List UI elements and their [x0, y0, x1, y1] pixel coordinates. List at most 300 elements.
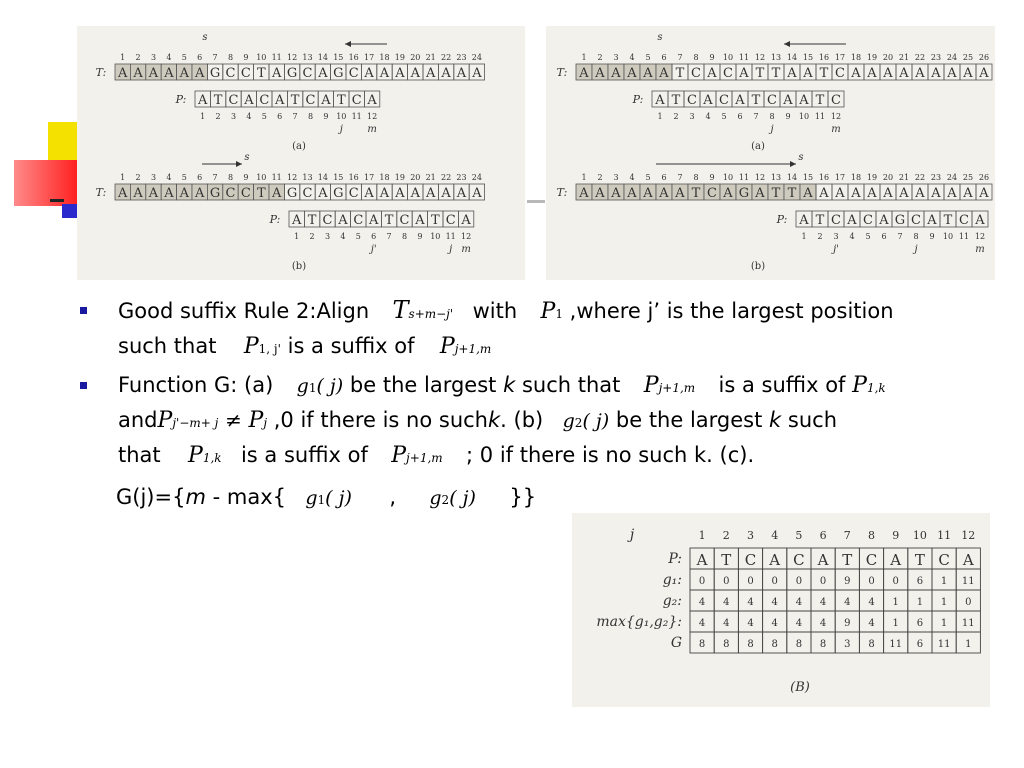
math-P: P — [852, 373, 867, 398]
text-span: is a suffix of — [240, 443, 368, 467]
position-number: 10 — [722, 53, 734, 62]
table-value: 4 — [698, 618, 706, 629]
pattern-row-char: A — [275, 93, 285, 108]
text-row-char: A — [819, 186, 829, 201]
position-number: 7 — [212, 53, 218, 62]
position-number: 6 — [661, 53, 667, 62]
pattern-row-char: A — [799, 93, 809, 108]
text-span: ,where j’ is the largest position — [569, 299, 894, 323]
math-P: P — [439, 334, 455, 359]
text-row-char: G — [286, 186, 298, 201]
position-number: 26 — [978, 53, 990, 62]
table-value: 4 — [747, 597, 754, 608]
table-value: 1 — [892, 597, 899, 608]
text-row-char: A — [118, 186, 128, 201]
text-row-char: A — [979, 186, 989, 201]
position-number: 2 — [135, 173, 141, 182]
text-row-char: A — [472, 186, 482, 201]
caption: (a) — [751, 141, 765, 152]
shift-arrow-head — [790, 161, 796, 167]
pattern-row-char: C — [399, 213, 410, 228]
text-row-char: A — [118, 66, 128, 81]
s-label: s — [244, 152, 250, 163]
text-span: - max{ — [212, 485, 286, 509]
jprime-label: j' — [833, 244, 839, 255]
pattern-row-char: A — [879, 213, 889, 228]
position-number: 12 — [754, 53, 766, 62]
text-row-char: C — [348, 186, 359, 201]
text-row-char: C — [302, 186, 313, 201]
math-sub: 1 — [555, 307, 563, 321]
text-row-char: A — [659, 66, 669, 81]
position-number: 12 — [830, 112, 842, 121]
position-number: 12 — [461, 232, 472, 241]
position-number: 15 — [802, 173, 814, 182]
table-value: 1 — [916, 597, 924, 608]
table-value: 4 — [723, 597, 730, 608]
table-value: 3 — [844, 639, 851, 650]
table-value: 1 — [965, 639, 972, 650]
text-row-char: A — [441, 186, 451, 201]
text-row-char: A — [379, 186, 390, 201]
text-row-char: G — [209, 66, 221, 81]
table-caption: (B) — [790, 680, 810, 695]
figure-table-b — [572, 513, 990, 707]
position-number: 25 — [962, 173, 974, 182]
shift-arrow-head — [784, 41, 790, 47]
pattern-row-char: C — [445, 213, 456, 228]
position-number: 7 — [753, 112, 759, 121]
shift-arrow-head — [236, 161, 242, 167]
position-number: 7 — [897, 232, 903, 241]
position-number: 1 — [120, 173, 126, 182]
text-row-char: A — [707, 66, 717, 81]
text-row-char: A — [787, 66, 797, 81]
text-row-char: A — [931, 66, 941, 81]
pattern-row-char: C — [228, 93, 239, 108]
text-row-char: A — [410, 186, 420, 201]
decor-grey-line — [527, 200, 545, 203]
position-number: 16 — [348, 173, 359, 182]
table-value: 1 — [940, 576, 948, 587]
T-label: T: — [95, 66, 107, 79]
position-number: 4 — [629, 53, 635, 62]
position-number: 24 — [946, 173, 958, 182]
position-number: 6 — [881, 232, 887, 241]
math-sub: 2 — [441, 493, 450, 507]
pattern-row-char: T — [943, 213, 953, 228]
text-row-char: A — [164, 186, 174, 201]
position-number: 8 — [693, 173, 699, 182]
position-number: 3 — [150, 173, 157, 182]
table-value: 6 — [916, 618, 924, 629]
position-number: 2 — [215, 112, 221, 121]
position-number: 10 — [722, 173, 734, 182]
position-number: 5 — [355, 232, 361, 241]
math-sub: 1, j' — [258, 342, 281, 356]
math-g: g — [305, 487, 318, 509]
position-number: 3 — [230, 112, 237, 121]
text-row-char: C — [240, 66, 251, 81]
table-row-label: max{g₁,g₂}: — [596, 614, 682, 630]
pattern-row-char: C — [351, 93, 362, 108]
position-number: 8 — [769, 112, 775, 121]
position-number: 8 — [868, 529, 875, 542]
text-span: Good suffix Rule 2:Align — [118, 299, 370, 323]
text-row-char: G — [738, 186, 750, 201]
position-number: 7 — [386, 232, 392, 241]
text-row-char: A — [364, 66, 374, 81]
text-row-char: G — [286, 66, 298, 81]
pattern-row-char: C — [863, 213, 873, 228]
pattern-row-char: T — [671, 93, 681, 108]
text-row-char: A — [456, 186, 467, 201]
pattern-row-char: T — [213, 93, 223, 108]
position-number: 2 — [722, 529, 730, 542]
position-number: 12 — [287, 53, 298, 62]
position-number: 18 — [379, 173, 390, 182]
position-number: 8 — [307, 112, 314, 121]
position-number: 13 — [770, 173, 782, 182]
bullet-2-line-2 — [118, 408, 837, 435]
position-number: 19 — [394, 173, 405, 182]
pattern-row-char: T — [430, 213, 440, 228]
table-row-label: g₁: — [662, 572, 682, 588]
position-number: 15 — [802, 53, 814, 62]
figure-left-svg — [77, 26, 525, 280]
pattern-row-char: C — [259, 93, 270, 108]
s-label: s — [202, 32, 208, 43]
position-number: 21 — [425, 53, 436, 62]
pattern-row-char: A — [927, 213, 937, 228]
position-number: 15 — [333, 53, 344, 62]
text-row-char: T — [256, 186, 266, 201]
text-row-char: A — [472, 66, 482, 81]
position-number: 9 — [417, 232, 423, 241]
text-row-char: C — [302, 66, 313, 81]
table-value: 4 — [723, 618, 730, 629]
math-sub: j'−m+ j — [172, 416, 219, 430]
table-value: 8 — [747, 639, 754, 650]
table-value: T — [914, 551, 925, 569]
text-span: , — [389, 485, 396, 509]
text-row-char: A — [395, 66, 405, 81]
figure-right — [546, 26, 995, 280]
table-value: 0 — [771, 576, 778, 587]
pattern-row-char: A — [975, 213, 985, 228]
math-sub: 1 — [317, 493, 326, 507]
position-number: 3 — [747, 529, 754, 542]
text-row-char: T — [787, 186, 797, 201]
position-number: 7 — [212, 173, 218, 182]
position-number: 7 — [843, 529, 851, 542]
text-row-char: A — [755, 186, 765, 201]
text-span: be the largest — [349, 373, 497, 397]
position-number: 12 — [974, 232, 986, 241]
text-span: G(j)={ — [116, 485, 186, 509]
text-row-char: C — [691, 66, 701, 81]
position-number: 25 — [962, 53, 974, 62]
position-number: 13 — [302, 173, 313, 182]
text-row-char: G — [209, 186, 221, 201]
decor-line — [50, 199, 64, 202]
position-number: 23 — [930, 173, 942, 182]
position-number: 23 — [930, 53, 942, 62]
text-row-char: A — [643, 186, 653, 201]
text-row-char: T — [755, 66, 765, 81]
position-number: 5 — [795, 529, 803, 542]
position-number: 22 — [914, 53, 926, 62]
table-value: 8 — [795, 639, 803, 650]
j-label: j — [914, 244, 918, 255]
bullet-2-line-1 — [118, 373, 886, 400]
g-formula-line — [116, 485, 536, 512]
text-row-char: A — [883, 66, 893, 81]
position-number: 20 — [882, 173, 894, 182]
position-number: 10 — [336, 112, 347, 121]
table-value: T — [842, 551, 853, 569]
position-number: 2 — [135, 53, 141, 62]
decor-red-square — [14, 160, 80, 206]
position-number: 16 — [818, 173, 830, 182]
m-label: m — [975, 244, 985, 255]
position-number: 16 — [348, 53, 359, 62]
pattern-row-char: A — [783, 93, 793, 108]
math-arg: ( j) — [582, 410, 610, 432]
position-number: 9 — [323, 112, 329, 121]
table-value: 0 — [698, 576, 706, 587]
position-number: 9 — [243, 173, 249, 182]
s-label: s — [657, 32, 663, 43]
text-span: is a suffix of — [287, 334, 415, 358]
m-label: m — [831, 124, 841, 135]
text-row-char: C — [835, 66, 845, 81]
table-value: A — [696, 551, 708, 569]
math-arg: ( j) — [316, 375, 344, 397]
text-row-char: A — [441, 66, 451, 81]
text-row-char: C — [348, 66, 359, 81]
position-number: 4 — [849, 232, 855, 241]
table-value: C — [865, 551, 878, 569]
text-span: Function G: (a) — [118, 373, 274, 397]
math-sub: j+1,m — [658, 381, 696, 395]
text-row-char: A — [627, 186, 637, 201]
pattern-row-char: T — [815, 213, 825, 228]
position-number: 15 — [333, 173, 344, 182]
text-row-char: A — [164, 66, 174, 81]
position-number: 4 — [340, 232, 346, 241]
math-sub: 1,k — [866, 381, 886, 395]
pattern-row-char: C — [322, 213, 333, 228]
position-number: 14 — [317, 53, 328, 62]
position-number: 2 — [597, 53, 603, 62]
text-row-char: T — [691, 186, 701, 201]
text-span: such — [787, 408, 838, 432]
text-span: is a suffix of — [718, 373, 846, 397]
position-number: 9 — [785, 112, 791, 121]
text-row-char: A — [133, 186, 143, 201]
text-span: . (b) — [500, 408, 544, 432]
text-row-char: A — [915, 66, 925, 81]
pattern-row-char: A — [292, 213, 302, 228]
figure-table-svg — [572, 513, 990, 707]
position-number: 17 — [364, 173, 375, 182]
position-number: 18 — [850, 173, 862, 182]
table-row-label: G — [670, 635, 682, 651]
position-number: 5 — [645, 173, 651, 182]
caption: (a) — [292, 141, 306, 152]
position-number: 2 — [817, 232, 823, 241]
math-sub: j+1,m — [406, 451, 443, 465]
bullet-1-line-1 — [118, 298, 894, 326]
text-row-char: A — [179, 186, 189, 201]
position-number: 12 — [961, 529, 976, 542]
position-number: 13 — [302, 53, 313, 62]
position-number: 14 — [317, 173, 328, 182]
math-neq: ≠ — [225, 408, 242, 432]
table-value: T — [721, 551, 732, 569]
position-number: 9 — [709, 173, 715, 182]
text-span: be the largest — [615, 408, 763, 432]
pattern-row-char: T — [290, 93, 300, 108]
position-number: 10 — [256, 173, 267, 182]
table-value: 9 — [844, 618, 851, 629]
text-row-char: A — [899, 66, 909, 81]
position-number: 19 — [866, 173, 878, 182]
math-g: g — [562, 410, 575, 432]
position-number: 3 — [150, 53, 157, 62]
text-row-char: A — [851, 66, 861, 81]
text-row-char: A — [579, 186, 589, 201]
position-number: 5 — [261, 112, 267, 121]
position-number: 24 — [471, 53, 482, 62]
text-row-char: T — [771, 186, 781, 201]
pattern-row-char: A — [369, 213, 379, 228]
table-value: 0 — [795, 576, 803, 587]
text-row-char: A — [803, 66, 813, 81]
pattern-row-char: C — [959, 213, 969, 228]
shift-arrow-head — [345, 41, 351, 47]
position-number: 12 — [367, 112, 378, 121]
table-value: 4 — [819, 618, 827, 629]
table-value: A — [962, 551, 974, 569]
text-row-char: A — [867, 186, 877, 201]
position-number: 5 — [181, 53, 187, 62]
T-label: T: — [556, 66, 568, 79]
math-sub: s+m−j' — [408, 307, 454, 321]
text-row-char: A — [579, 66, 589, 81]
table-value: 1 — [892, 618, 899, 629]
table-value: 4 — [771, 597, 778, 608]
table-value: 1 — [940, 597, 948, 608]
text-row-char: A — [148, 186, 159, 201]
math-sub: 1,k — [202, 451, 222, 465]
text-row-char: A — [395, 186, 405, 201]
table-value: 8 — [868, 639, 875, 650]
position-number: 1 — [698, 529, 706, 542]
position-number: 1 — [657, 112, 663, 121]
table-value: 1 — [940, 618, 948, 629]
pattern-row-char: A — [321, 93, 331, 108]
P-label: P: — [175, 93, 187, 106]
text-row-char: A — [410, 66, 420, 81]
pattern-row-char: T — [384, 213, 394, 228]
math-g: g — [429, 487, 442, 509]
decor-blue-square — [62, 204, 78, 218]
position-number: 2 — [673, 112, 679, 121]
table-value: 11 — [961, 618, 975, 629]
text-row-char: A — [963, 66, 973, 81]
position-number: 3 — [833, 232, 839, 241]
text-row-char: A — [915, 186, 925, 201]
text-row-char: A — [883, 186, 893, 201]
text-row-char: A — [379, 66, 390, 81]
bullet-1-line-2 — [118, 334, 491, 361]
j-label: j — [449, 244, 453, 255]
row-label-j: j — [629, 527, 635, 543]
pattern-row-char: A — [799, 213, 809, 228]
position-number: 10 — [430, 232, 441, 241]
position-number: 26 — [978, 173, 990, 182]
position-number: 18 — [379, 53, 390, 62]
table-value: 0 — [868, 576, 875, 587]
text-row-char: A — [739, 66, 749, 81]
position-number: 6 — [197, 53, 203, 62]
position-number: 19 — [394, 53, 405, 62]
caption: (b) — [291, 261, 307, 272]
bullet-marker — [80, 307, 87, 314]
table-value: 0 — [723, 576, 730, 587]
position-number: 11 — [738, 53, 750, 62]
figure-right-svg — [546, 26, 995, 280]
pattern-row-char: C — [353, 213, 364, 228]
position-number: 11 — [351, 112, 362, 121]
T-label: T: — [95, 186, 107, 199]
text-row-char: A — [931, 186, 941, 201]
position-number: 11 — [445, 232, 456, 241]
position-number: 6 — [737, 112, 743, 121]
pattern-row-char: G — [894, 213, 906, 228]
table-value: 0 — [747, 576, 754, 587]
pattern-row-char: C — [305, 93, 316, 108]
text-row-char: T — [675, 66, 685, 81]
text-row-char: A — [318, 186, 328, 201]
text-k: k — [488, 408, 501, 432]
position-number: 2 — [309, 232, 315, 241]
text-row-char: A — [627, 66, 637, 81]
position-number: 1 — [294, 232, 300, 241]
pattern-row-char: A — [735, 93, 745, 108]
pattern-row-char: A — [847, 213, 857, 228]
table-value: 6 — [916, 576, 924, 587]
position-number: 17 — [364, 53, 375, 62]
table-value: C — [793, 551, 805, 569]
position-number: 10 — [942, 232, 954, 241]
table-value: 8 — [698, 639, 706, 650]
position-number: 3 — [613, 53, 619, 62]
position-number: 6 — [661, 173, 667, 182]
table-value: C — [744, 551, 757, 569]
pattern-row-char: C — [831, 213, 841, 228]
position-number: 24 — [946, 53, 958, 62]
position-number: 11 — [937, 529, 952, 542]
position-number: 5 — [181, 173, 187, 182]
position-number: 5 — [721, 112, 727, 121]
m-label: m — [461, 244, 471, 255]
position-number: 20 — [882, 53, 894, 62]
pattern-row-char: A — [655, 93, 665, 108]
math-P: P — [391, 443, 407, 468]
